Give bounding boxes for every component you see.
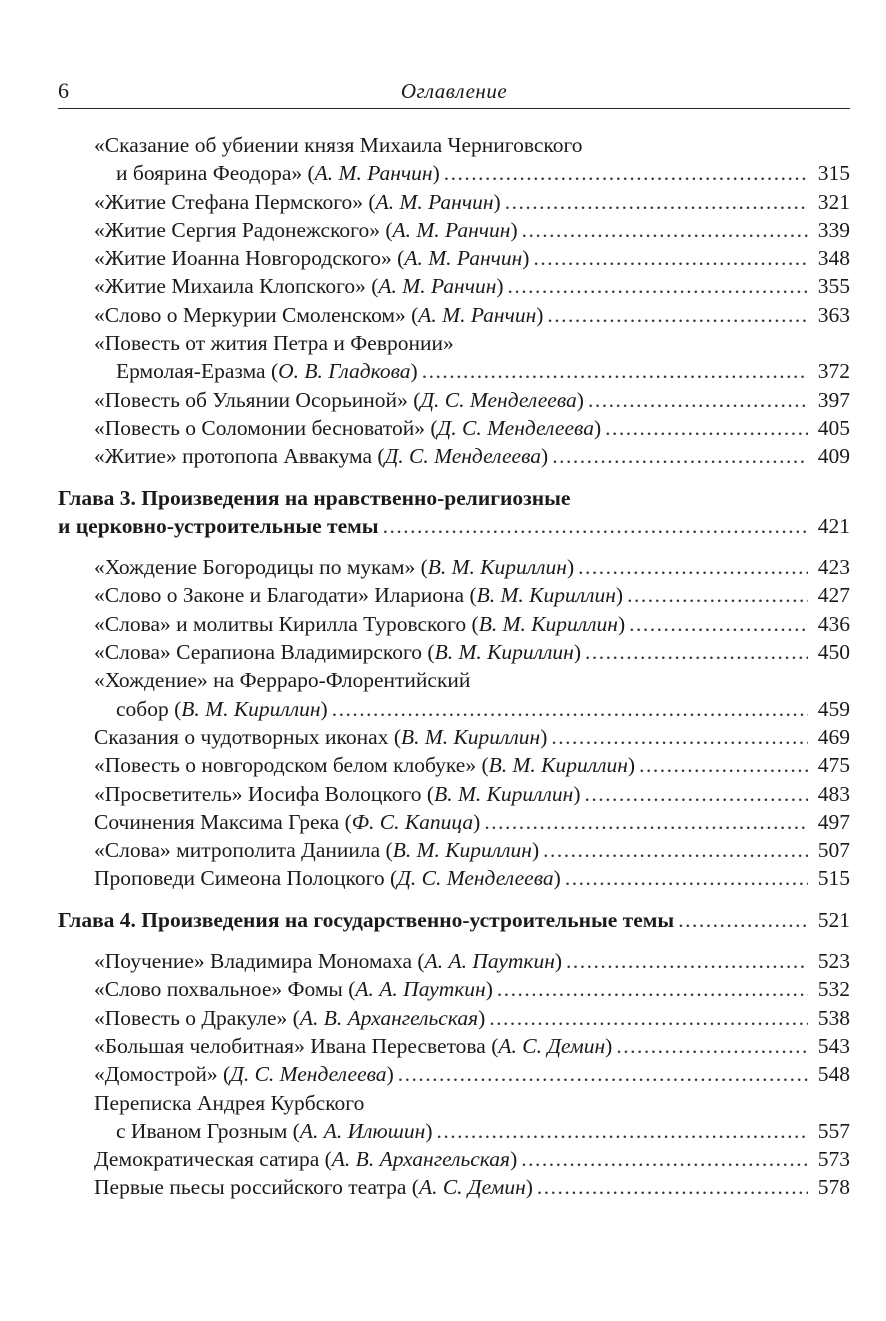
page-ref: 423	[817, 555, 850, 580]
leader-dots	[444, 159, 808, 187]
leader-dots	[521, 1145, 808, 1173]
entry-author: В. М. Кириллин	[392, 838, 532, 863]
leader-dots	[497, 975, 808, 1003]
page-ref: 543	[817, 1033, 850, 1058]
leader-dots	[489, 1004, 808, 1032]
entry-title	[94, 975, 493, 1003]
section-chapter-4-entries	[58, 947, 850, 1202]
entry-author: А. М. Ранчин	[314, 161, 433, 186]
page-ref: 450	[817, 640, 850, 665]
entry-author: А. А. Пауткин	[355, 977, 486, 1002]
entry-author: О. В. Гладкова	[278, 359, 411, 384]
closing-paren: )	[615, 583, 624, 608]
page-ref: 469	[817, 724, 850, 749]
toc-entry[interactable]	[58, 442, 850, 470]
page-ref: 315	[817, 161, 850, 186]
entry-title	[94, 272, 504, 300]
entry-author: Д. С. Менделеева	[420, 387, 577, 412]
closing-paren: )	[536, 302, 544, 327]
leader-dots	[588, 386, 808, 414]
entry-title-text: «Слово о Меркурии Смоленском» (	[94, 302, 419, 327]
leader-dots	[398, 1060, 808, 1088]
leader-dots	[547, 301, 808, 329]
page-ref: 421	[817, 513, 850, 538]
page-ref: 405	[817, 415, 850, 440]
toc-entry[interactable]	[58, 751, 850, 779]
entry-title-text: «Домострой» (	[94, 1062, 231, 1087]
closing-paren: )	[525, 1175, 533, 1200]
entry-title-text: Демократическая сатира (	[94, 1147, 332, 1172]
page-ref: 397	[817, 387, 850, 412]
entry-title-text: «Слово о Законе и Благодати» Илариона (	[94, 583, 477, 608]
closing-paren: )	[540, 724, 548, 749]
entry-title-text: Сочинения Максима Грека (	[94, 809, 352, 834]
leader-dots	[533, 244, 808, 272]
entry-title	[94, 301, 543, 329]
closing-paren: )	[410, 359, 418, 384]
chapter-4-title: Глава 4. Произведения на государственно-устроительные темы	[58, 907, 675, 932]
entry-title	[94, 836, 539, 864]
entry-title-text: и боярина Феодора» (	[116, 161, 315, 186]
page-ref: 363	[817, 302, 850, 327]
table-of-contents	[58, 131, 850, 1202]
entry-author: А. С. Демин	[418, 1175, 526, 1200]
entry-title-text: «Большая челобитная» Ивана Пересветова (	[94, 1033, 499, 1058]
entry-title-text: «Слова» Серапиона Владимирского (	[94, 640, 435, 665]
entry-title	[94, 638, 581, 666]
leader-dots	[605, 414, 808, 442]
leader-dots	[629, 610, 808, 638]
entry-title	[94, 723, 547, 751]
entry-author: В. М. Кириллин	[478, 611, 618, 636]
toc-entry[interactable]	[58, 1032, 850, 1060]
closing-paren: )	[617, 611, 626, 636]
entry-title	[94, 188, 501, 216]
entry-title-text: Ермолая-Еразма (	[116, 359, 279, 384]
closing-paren: )	[605, 1033, 613, 1058]
entry-author: В. М. Кириллин	[476, 583, 616, 608]
toc-entry[interactable]	[58, 581, 850, 609]
entry-title	[94, 1004, 485, 1032]
entry-author: Ф. С. Капица	[351, 809, 474, 834]
toc-entry[interactable]	[58, 272, 850, 300]
section-chapter-3-entries	[58, 553, 850, 893]
entry-title-text: «Повесть о Дракуле» (	[94, 1005, 300, 1030]
leader-dots	[537, 1173, 808, 1201]
leader-dots	[383, 512, 808, 540]
entry-title-text: «Житие Стефана Пермского» (	[94, 189, 376, 214]
closing-paren: )	[493, 189, 501, 214]
toc-entry[interactable]	[58, 244, 850, 272]
closing-paren: )	[320, 696, 328, 721]
leader-dots	[578, 553, 808, 581]
page-ref: 436	[817, 611, 850, 636]
leader-dots	[566, 947, 808, 975]
entry-title	[94, 1145, 517, 1173]
entry-title	[94, 442, 548, 470]
entry-title-text: «Повесть о Соломонии бесноватой» (	[94, 415, 438, 440]
entry-author: А. М. Ранчин	[378, 274, 497, 299]
closing-paren: )	[573, 640, 581, 665]
closing-paren: )	[510, 217, 518, 242]
entry-author: Д. С. Менделеева	[397, 866, 554, 891]
leader-dots	[616, 1032, 808, 1060]
closing-paren: )	[496, 274, 504, 299]
entry-title	[94, 581, 623, 609]
page-ref: 348	[817, 246, 850, 271]
entry-title-line1: «Повесть от жития Петра и Февронии»	[94, 331, 454, 356]
entry-title-text: «Житие Михаила Клопского» (	[94, 274, 379, 299]
entry-author: А. М. Ранчин	[392, 217, 511, 242]
toc-entry[interactable]	[58, 638, 850, 666]
entry-author: А. С. Демин	[498, 1033, 606, 1058]
leader-dots	[505, 188, 808, 216]
closing-paren: )	[531, 838, 540, 863]
leader-dots	[422, 357, 808, 385]
entry-title-text: «Слова» и молитвы Кирилла Туровского (	[94, 611, 479, 636]
page-ref: 427	[817, 583, 850, 608]
entry-title-text: «Житие Иоанна Новгородского» (	[94, 246, 405, 271]
page-ref: 538	[817, 1005, 850, 1030]
page-ref: 497	[817, 809, 850, 834]
entry-author: В. М. Кириллин	[400, 724, 541, 749]
toc-entry[interactable]	[58, 329, 850, 386]
entry-title-text: «Слова» митрополита Даниила (	[94, 838, 393, 863]
chapter-3-heading[interactable]	[58, 484, 850, 541]
closing-paren: )	[485, 977, 493, 1002]
page-number: 6	[58, 78, 69, 103]
toc-entry[interactable]	[58, 131, 850, 188]
entry-title	[94, 780, 581, 808]
chapter-4-heading[interactable]	[58, 906, 850, 934]
toc-entry[interactable]	[58, 1173, 850, 1201]
entry-title-text: с Иваном Грозным (	[116, 1118, 300, 1143]
entry-title-text: «Просветитель» Иосифа Волоцкого (	[94, 781, 435, 806]
toc-entry[interactable]	[58, 808, 850, 836]
leader-dots	[678, 906, 808, 934]
entry-title	[94, 414, 601, 442]
leader-dots	[508, 272, 808, 300]
entry-author: Д. С. Менделеева	[384, 444, 542, 469]
entry-title	[94, 947, 562, 975]
entry-title-text: собор (	[116, 696, 182, 721]
toc-entry[interactable]	[58, 723, 850, 751]
toc-entry[interactable]	[58, 414, 850, 442]
page-ref: 483	[817, 781, 850, 806]
entry-author: Д. С. Менделеева	[437, 415, 594, 440]
closing-paren: )	[593, 415, 602, 440]
entry-author: В. М. Кириллин	[181, 696, 321, 721]
entry-title-text: Проповеди Симеона Полоцкого (	[94, 866, 398, 891]
page-ref: 523	[817, 949, 850, 974]
leader-dots	[437, 1117, 809, 1145]
page-ref: 507	[817, 838, 850, 863]
page-ref: 372	[817, 359, 850, 384]
toc-entry[interactable]	[58, 553, 850, 581]
page-ref: 548	[817, 1062, 850, 1087]
entry-author: В. М. Кириллин	[434, 781, 574, 806]
entry-title	[116, 357, 418, 385]
chapter-3-title-line2: и церковно-устроительные темы	[58, 513, 379, 538]
toc-entry[interactable]	[58, 975, 850, 1003]
toc-entry[interactable]	[58, 864, 850, 892]
closing-paren: )	[432, 161, 440, 186]
toc-entry[interactable]	[58, 1060, 850, 1088]
closing-paren: )	[566, 555, 575, 580]
toc-entry[interactable]	[58, 610, 850, 638]
running-title: Оглавление	[400, 79, 508, 103]
closing-paren: )	[541, 444, 549, 469]
entry-title	[94, 553, 574, 581]
toc-entry[interactable]	[58, 1004, 850, 1032]
entry-title	[94, 610, 625, 638]
entry-author: А. В. Архангельская	[331, 1147, 511, 1172]
page-ref: 532	[817, 977, 850, 1002]
entry-title	[94, 808, 480, 836]
toc-entry[interactable]	[58, 301, 850, 329]
entry-title	[94, 216, 518, 244]
closing-paren: )	[627, 753, 636, 778]
closing-paren: )	[573, 781, 581, 806]
entry-author: А. М. Ранчин	[404, 246, 523, 271]
entry-title	[94, 386, 584, 414]
toc-entry[interactable]	[58, 666, 850, 723]
leader-dots	[552, 442, 808, 470]
entry-author: А. М. Ранчин	[418, 302, 537, 327]
leader-dots	[522, 216, 808, 244]
entry-title	[94, 751, 635, 779]
leader-dots	[484, 808, 808, 836]
leader-dots	[585, 780, 808, 808]
page-header	[58, 78, 850, 109]
entry-author: В. М. Кириллин	[427, 555, 567, 580]
entry-title-line1: «Хождение» на Ферраро-Флорентийский	[94, 668, 471, 693]
closing-paren: )	[554, 949, 563, 974]
entry-title	[94, 1032, 612, 1060]
page-ref: 475	[817, 753, 850, 778]
entry-author: Д. С. Менделеева	[230, 1062, 387, 1087]
closing-paren: )	[510, 1147, 518, 1172]
leader-dots	[639, 751, 808, 779]
entry-title-text: Первые пьесы российского театра (	[94, 1175, 419, 1200]
toc-entry[interactable]	[58, 386, 850, 414]
toc-entry[interactable]	[58, 1089, 850, 1146]
entry-title	[94, 1173, 533, 1201]
page-ref: 339	[817, 217, 850, 242]
entry-title-text: Сказания о чудотворных иконах (	[94, 724, 401, 749]
entry-title-text: «Повесть о новгородском белом клобуке» (	[94, 753, 489, 778]
page-ref: 515	[817, 866, 850, 891]
page-ref: 573	[817, 1147, 850, 1172]
leader-dots	[565, 864, 808, 892]
toc-entry[interactable]	[58, 780, 850, 808]
entry-author: В. М. Кириллин	[488, 753, 628, 778]
section-chapter-2-entries	[58, 131, 850, 471]
leader-dots	[332, 695, 808, 723]
entry-author: А. А. Пауткин	[424, 949, 555, 974]
entry-title	[94, 1060, 394, 1088]
entry-title-text: «Повесть об Ульянии Осорьиной» (	[94, 387, 421, 412]
toc-entry[interactable]	[58, 836, 850, 864]
closing-paren: )	[425, 1118, 433, 1143]
leader-dots	[585, 638, 808, 666]
page-ref: 409	[817, 444, 850, 469]
entry-author: А. В. Архангельская	[299, 1005, 479, 1030]
page-ref: 521	[817, 907, 850, 932]
chapter-3-title-line1: Глава 3. Произведения на нравственно-религиозные	[58, 485, 571, 510]
leader-dots	[543, 836, 808, 864]
toc-entry[interactable]	[58, 1145, 850, 1173]
toc-entry[interactable]	[58, 216, 850, 244]
entry-title	[94, 864, 561, 892]
toc-entry[interactable]	[58, 188, 850, 216]
closing-paren: )	[473, 809, 481, 834]
entry-title-text: «Слово похвальное» Фомы (	[94, 977, 356, 1002]
entry-author: В. М. Кириллин	[434, 640, 574, 665]
entry-title	[116, 159, 440, 187]
entry-author: А. М. Ранчин	[375, 189, 494, 214]
entry-title	[94, 244, 529, 272]
entry-title-text: «Поучение» Владимира Мономаха (	[94, 949, 425, 974]
leader-dots	[551, 723, 808, 751]
entry-title-text: «Житие» протопопа Аввакума (	[94, 444, 385, 469]
entry-title-text: «Житие Сергия Радонежского» (	[94, 217, 393, 242]
entry-title-line1: Переписка Андрея Курбского	[94, 1090, 365, 1115]
page-ref: 321	[817, 189, 850, 214]
page-ref: 578	[817, 1175, 850, 1200]
closing-paren: )	[576, 387, 584, 412]
page-ref: 459	[817, 696, 850, 721]
entry-title	[116, 695, 328, 723]
entry-title	[116, 1117, 433, 1145]
page-ref: 557	[817, 1118, 850, 1143]
closing-paren: )	[553, 866, 561, 891]
entry-author: А. А. Илюшин	[299, 1118, 426, 1143]
toc-entry[interactable]	[58, 947, 850, 975]
page-ref: 355	[817, 274, 850, 299]
closing-paren: )	[522, 246, 530, 271]
entry-title-text: «Хождение Богородицы по мукам» (	[94, 555, 428, 580]
closing-paren: )	[478, 1005, 486, 1030]
closing-paren: )	[386, 1062, 394, 1087]
entry-title-line1: «Сказание об убиении князя Михаила Черниговского	[94, 133, 583, 157]
leader-dots	[627, 581, 808, 609]
